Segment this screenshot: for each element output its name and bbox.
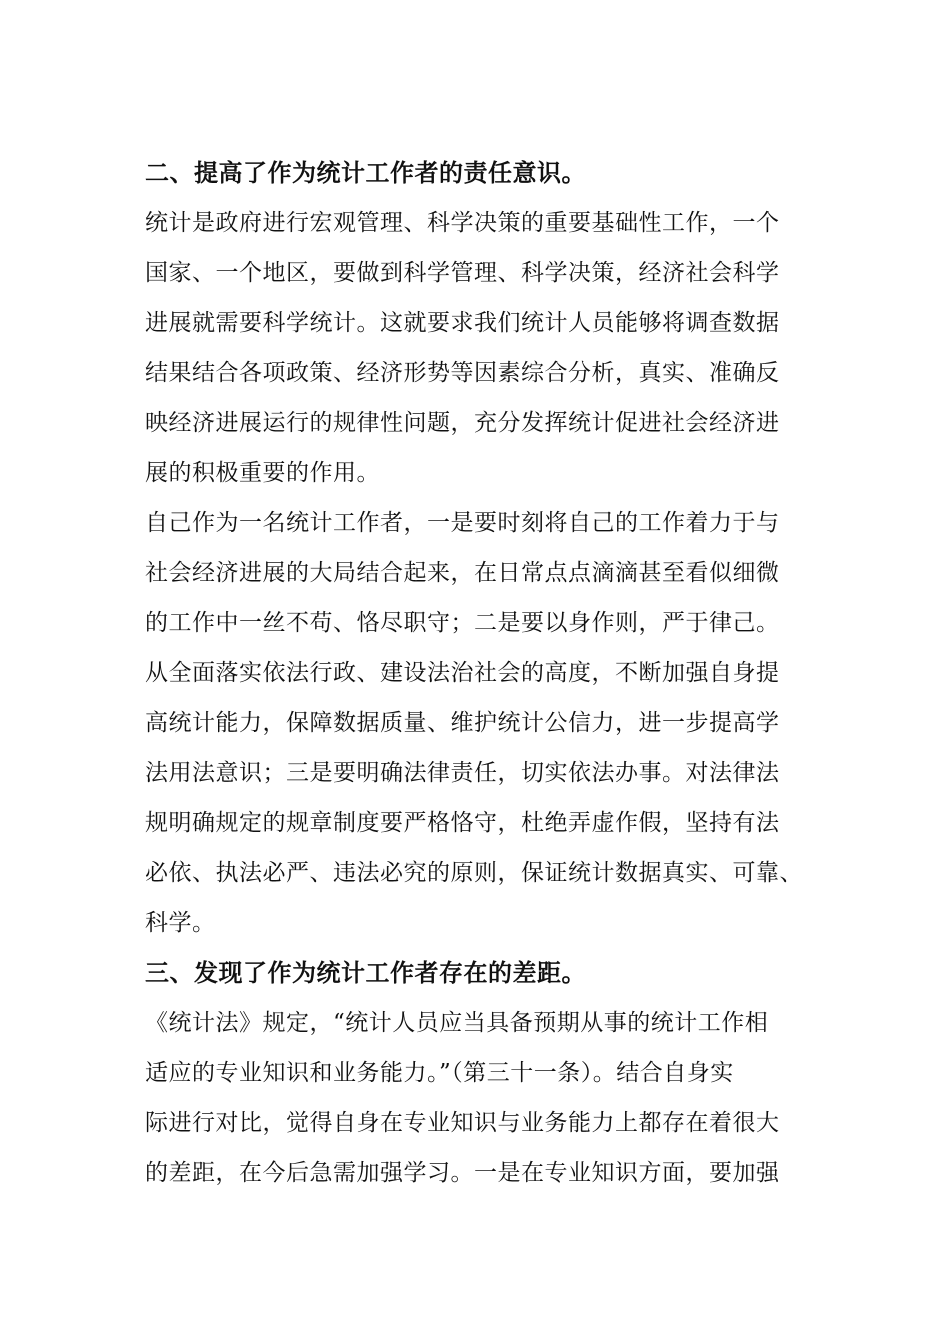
- section-heading-2: 二、提高了作为统计工作者的责任意识。: [145, 158, 586, 187]
- paragraph-line: 高统计能力，保障数据质量、维护统计公信力，进一步提高学: [145, 710, 780, 736]
- paragraph-1: [145, 198, 810, 498]
- paragraph-line: 适应的专业知识和业务能力。”（第三十一条）。结合自身实: [145, 1060, 734, 1086]
- paragraph-line: 展的积极重要的作用。: [145, 460, 380, 486]
- paragraph-line: 必依、执法必严、违法必究的原则，保证统计数据真实、可靠、: [145, 860, 803, 886]
- paragraph-line: 科学。: [145, 910, 216, 936]
- document-body: [145, 148, 810, 1198]
- paragraph-line: 统计是政府进行宏观管理、科学决策的重要基础性工作，一个: [145, 210, 780, 236]
- paragraph-line: 进展就需要科学统计。这就要求我们统计人员能够将调查数据: [145, 310, 780, 336]
- paragraph-line: 映经济进展运行的规律性问题，充分发挥统计促进社会经济进: [145, 410, 780, 436]
- paragraph-line: 的差距，在今后急需加强学习。一是在专业知识方面，要加强: [145, 1160, 780, 1186]
- paragraph-line: 自己作为一名统计工作者，一是要时刻将自己的工作着力于与: [145, 510, 780, 536]
- section-heading-3: 三、发现了作为统计工作者存在的差距。: [145, 958, 586, 987]
- paragraph-line: 的工作中一丝不苟、恪尽职守；二是要以身作则，严于律己。: [145, 610, 780, 636]
- paragraph-line: 规明确规定的规章制度要严格恪守，杜绝弄虚作假，坚持有法: [145, 810, 780, 836]
- paragraph-line: 《统计法》规定，“统计人员应当具备预期从事的统计工作相: [145, 1010, 769, 1036]
- paragraph-line: 际进行对比，觉得自身在专业知识与业务能力上都存在着很大: [145, 1110, 780, 1136]
- paragraph-line: 法用法意识；三是要明确法律责任，切实依法办事。对法律法: [145, 760, 780, 786]
- paragraph-3: [145, 998, 810, 1198]
- paragraph-line: 结果结合各项政策、经济形势等因素综合分析，真实、准确反: [145, 360, 780, 386]
- paragraph-2: [145, 498, 810, 948]
- paragraph-line: 国家、一个地区，要做到科学管理、科学决策，经济社会科学: [145, 260, 780, 286]
- paragraph-line: 社会经济进展的大局结合起来，在日常点点滴滴甚至看似细微: [145, 560, 780, 586]
- paragraph-line: 从全面落实依法行政、建设法治社会的高度，不断加强自身提: [145, 660, 780, 686]
